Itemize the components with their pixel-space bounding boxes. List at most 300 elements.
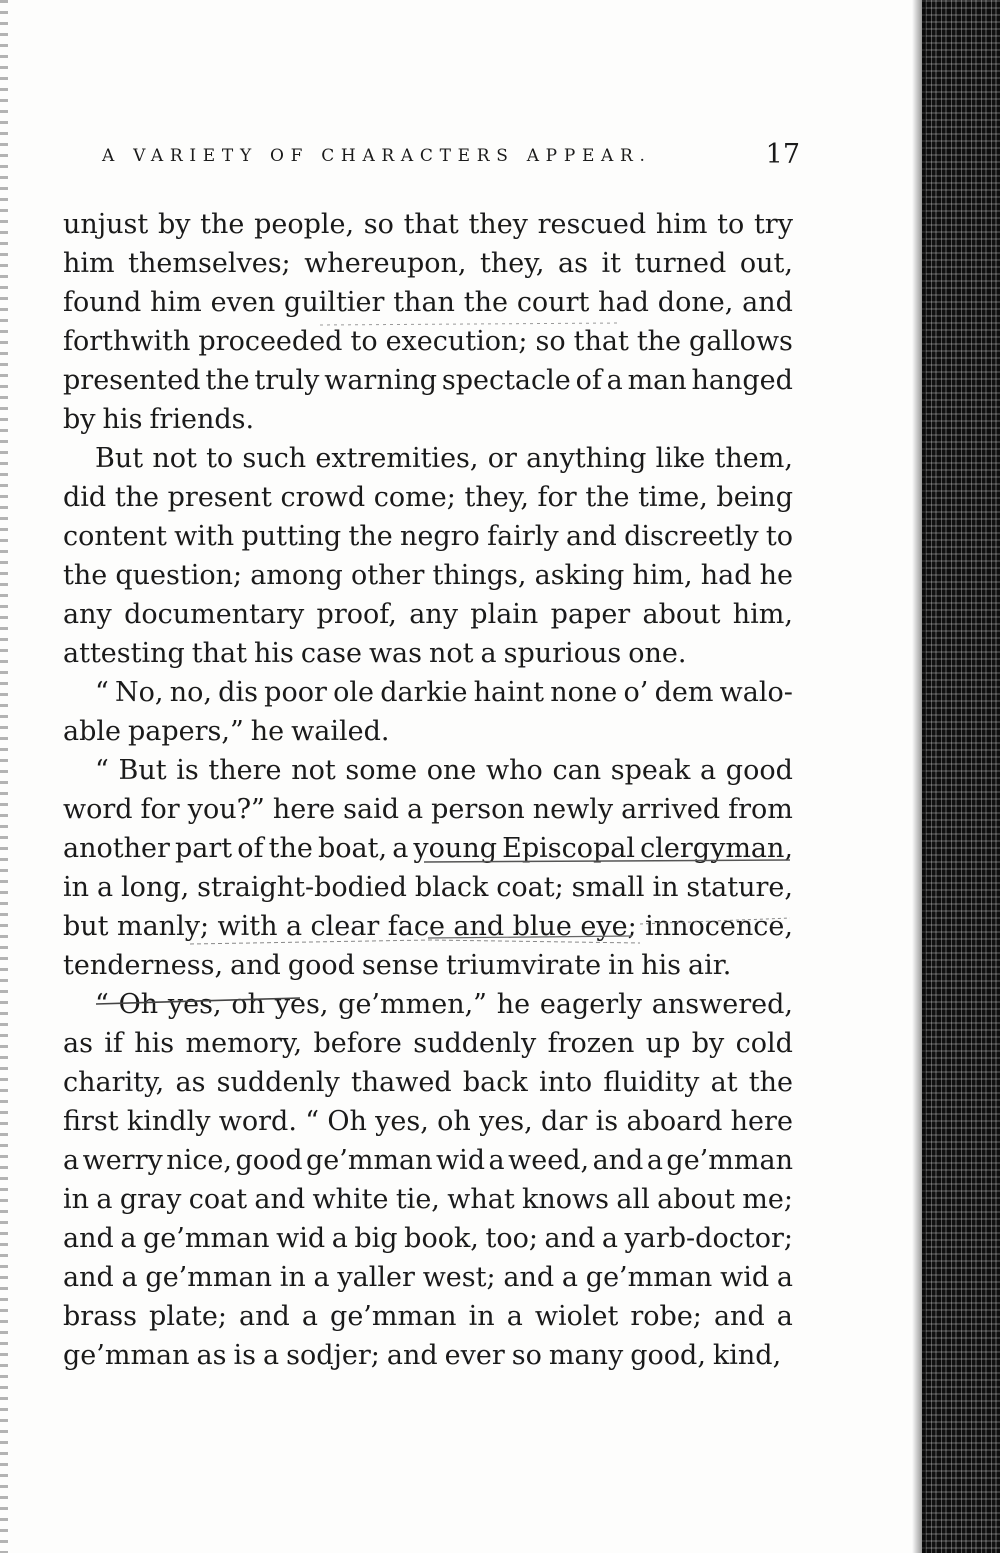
- word: done,: [657, 287, 734, 318]
- word: truly: [254, 365, 320, 396]
- word: a: [263, 1340, 280, 1371]
- word: a: [700, 755, 717, 786]
- word: of: [575, 365, 602, 396]
- word: “: [305, 1106, 320, 1137]
- word: a: [601, 1223, 618, 1254]
- word: tie,: [395, 1184, 440, 1215]
- word: darkie: [380, 677, 468, 708]
- word: eagerly: [539, 989, 643, 1020]
- word: o’: [623, 677, 649, 708]
- word: forthwith: [63, 326, 191, 357]
- word: no,: [169, 677, 212, 708]
- word: documentary: [124, 599, 305, 630]
- word: thawed: [350, 1067, 452, 1098]
- text-line: [63, 829, 793, 868]
- word: word: [63, 794, 133, 825]
- text-line: [63, 517, 793, 556]
- word: suddenly: [216, 1067, 340, 1098]
- word: in: [608, 950, 635, 981]
- word: a: [776, 1301, 793, 1332]
- word: by: [691, 1028, 725, 1059]
- word: sodjer;: [286, 1340, 380, 1371]
- word: they,: [479, 248, 545, 279]
- word: cold: [735, 1028, 793, 1059]
- word: and: [544, 1223, 596, 1254]
- word: aboard: [626, 1106, 723, 1137]
- word: dis: [218, 677, 258, 708]
- word: even: [210, 287, 276, 318]
- word: rescued: [537, 209, 647, 240]
- word: can: [552, 755, 602, 786]
- word: about: [642, 599, 721, 630]
- word: the: [748, 1067, 793, 1098]
- word: the: [63, 560, 108, 591]
- word: white: [312, 1184, 389, 1215]
- word: yaller: [337, 1262, 415, 1293]
- word: any: [409, 599, 458, 630]
- word: in: [652, 872, 679, 903]
- word: in: [63, 1184, 90, 1215]
- word: “: [95, 755, 109, 786]
- text-line: [63, 1219, 793, 1258]
- word: wiolet: [534, 1301, 619, 1332]
- running-head: A VARIETY OF CHARACTERS APPEAR.: [102, 146, 652, 166]
- word: ge’mman: [145, 1262, 272, 1293]
- word: things,: [432, 560, 527, 591]
- word: by: [63, 404, 96, 435]
- text-line: [63, 400, 793, 439]
- text-line: [63, 790, 793, 829]
- word: long,: [121, 872, 190, 903]
- word: clear: [310, 911, 380, 942]
- word: and: [63, 1223, 114, 1254]
- word: come;: [373, 482, 456, 513]
- word: about: [657, 1184, 735, 1215]
- word: so: [511, 1340, 542, 1371]
- word: ge’mman: [585, 1262, 713, 1293]
- word: yes,: [274, 989, 329, 1020]
- text-line: [63, 1102, 793, 1141]
- text-line: [63, 244, 793, 283]
- word: newly: [532, 794, 614, 825]
- word: themselves;: [128, 248, 291, 279]
- word: whereupon,: [304, 248, 467, 279]
- word: he: [496, 989, 531, 1020]
- word: and: [453, 911, 505, 942]
- word: a: [406, 794, 424, 825]
- word: execution;: [385, 326, 528, 357]
- word: hanged: [691, 365, 793, 396]
- text-line: [63, 634, 793, 673]
- word: you?”: [187, 794, 265, 825]
- text-line: [63, 595, 793, 634]
- word: into: [538, 1067, 593, 1098]
- word: found: [63, 287, 142, 318]
- word: boat,: [317, 833, 388, 864]
- text-line: [63, 1063, 793, 1102]
- word: with: [174, 521, 235, 552]
- word: the: [636, 326, 682, 357]
- word: for: [537, 482, 577, 513]
- text-line: [63, 439, 793, 478]
- word: time,: [638, 482, 708, 513]
- text-line: [63, 1258, 793, 1297]
- word: yes,: [375, 1106, 429, 1137]
- word: wid: [276, 1223, 326, 1254]
- word: gallows: [689, 326, 793, 357]
- word: person: [431, 794, 525, 825]
- word: all: [616, 1184, 650, 1215]
- word: proof,: [316, 599, 397, 630]
- word: is: [176, 755, 199, 786]
- text-line: [63, 907, 793, 946]
- word: papers,”: [128, 716, 244, 747]
- word: for: [140, 794, 180, 825]
- text-line: [63, 985, 793, 1024]
- text-line: [63, 205, 793, 244]
- word: wid: [720, 1262, 770, 1293]
- word: innocence,: [645, 911, 793, 942]
- word: a: [285, 911, 303, 942]
- word: what: [447, 1184, 515, 1215]
- word: good: [725, 755, 793, 786]
- word: in: [468, 1301, 495, 1332]
- word: Oh: [118, 989, 159, 1020]
- word: big: [354, 1223, 398, 1254]
- word: putting: [241, 521, 342, 552]
- word: the: [114, 482, 160, 513]
- word: proceeded: [198, 326, 343, 357]
- text-line: [63, 946, 793, 985]
- word: case: [300, 638, 362, 669]
- word: knows: [522, 1184, 609, 1215]
- word: did: [63, 482, 107, 513]
- word: his: [134, 1028, 175, 1059]
- word: who: [486, 755, 543, 786]
- word: brass: [63, 1301, 137, 1332]
- word: court: [516, 287, 590, 318]
- word: a: [63, 1145, 80, 1176]
- word: a: [301, 1301, 318, 1332]
- word: part: [175, 833, 233, 864]
- word: attesting: [63, 638, 185, 669]
- word: at: [710, 1067, 738, 1098]
- word: air.: [688, 950, 732, 981]
- text-line: [63, 751, 793, 790]
- word: another: [63, 833, 170, 864]
- word: and: [254, 1184, 306, 1215]
- word: some: [345, 755, 418, 786]
- word: ge’mman: [330, 1301, 457, 1332]
- text-line: [63, 673, 793, 712]
- word: ge’mmen,”: [338, 989, 487, 1020]
- word: that: [403, 209, 459, 240]
- word: ge’mman: [306, 1145, 433, 1176]
- word: and: [63, 1262, 114, 1293]
- word: said: [343, 794, 399, 825]
- word: poor: [264, 677, 327, 708]
- word: face: [387, 911, 445, 942]
- word: to: [350, 326, 378, 357]
- word: a: [96, 872, 114, 903]
- word: in: [63, 872, 90, 903]
- word: plate;: [149, 1301, 227, 1332]
- word: stature,: [686, 872, 793, 903]
- word: dar: [541, 1106, 588, 1137]
- word: nice,: [166, 1145, 232, 1176]
- word: a: [392, 833, 409, 864]
- text-line: [63, 1024, 793, 1063]
- word: from: [728, 794, 793, 825]
- word: able: [63, 716, 121, 747]
- word: oh: [231, 989, 265, 1020]
- word: a: [331, 1223, 348, 1254]
- word: asking: [534, 560, 625, 591]
- word: black: [414, 872, 489, 903]
- word: a: [506, 1301, 523, 1332]
- word: suddenly: [413, 1028, 537, 1059]
- word: charity,: [63, 1067, 165, 1098]
- word: and: [592, 1145, 644, 1176]
- word: gray: [119, 1184, 182, 1215]
- word: he: [759, 560, 793, 591]
- word: him,: [732, 599, 793, 630]
- word: none: [550, 677, 618, 708]
- text-line: [63, 1180, 793, 1219]
- word: here: [272, 794, 336, 825]
- word: plain: [470, 599, 539, 630]
- word: ge’mman: [143, 1223, 270, 1254]
- word: and: [386, 1340, 438, 1371]
- word: him,: [632, 560, 693, 591]
- text-line: [63, 361, 793, 400]
- page-number: 17: [765, 139, 800, 170]
- word: was: [368, 638, 423, 669]
- word: first: [63, 1106, 119, 1137]
- word: him: [150, 287, 202, 318]
- word: memory,: [185, 1028, 303, 1059]
- word: spectacle: [441, 365, 571, 396]
- word: and: [239, 1301, 290, 1332]
- text-line: [63, 1141, 793, 1180]
- word: had: [598, 287, 649, 318]
- text-line: [63, 322, 793, 361]
- word: in: [279, 1262, 306, 1293]
- word: is: [595, 1106, 619, 1137]
- word: his: [102, 404, 143, 435]
- word: paper: [550, 599, 631, 630]
- word: werry: [82, 1145, 163, 1176]
- word: one.: [628, 638, 687, 669]
- word: guiltier: [284, 287, 385, 318]
- word: as: [196, 1340, 227, 1371]
- word: but: [63, 911, 109, 942]
- word: a: [96, 1184, 113, 1215]
- word: had: [700, 560, 752, 591]
- body-text: [63, 205, 793, 1375]
- word: dem: [654, 677, 714, 708]
- word: not: [429, 638, 474, 669]
- word: tenderness,: [63, 950, 224, 981]
- word: eye;: [580, 911, 637, 942]
- word: a: [561, 1262, 579, 1293]
- word: coat: [188, 1184, 248, 1215]
- word: of: [237, 833, 264, 864]
- word: triumvirate: [445, 950, 602, 981]
- word: discreetly: [624, 521, 759, 552]
- word: fluidity: [603, 1067, 700, 1098]
- word: the: [268, 833, 313, 864]
- word: No,: [115, 677, 164, 708]
- word: “: [95, 677, 109, 708]
- word: or: [487, 443, 517, 474]
- word: a: [480, 638, 497, 669]
- word: spurious: [503, 638, 622, 669]
- word: unjust: [63, 209, 149, 240]
- word: coat;: [496, 872, 564, 903]
- word: too;: [485, 1223, 538, 1254]
- word: present: [167, 482, 272, 513]
- word: the: [463, 287, 508, 318]
- word: a: [120, 1223, 137, 1254]
- word: book,: [404, 1223, 479, 1254]
- word: the: [585, 482, 630, 513]
- word: question;: [115, 560, 243, 591]
- word: any: [63, 599, 112, 630]
- word: ge’mman: [666, 1145, 793, 1176]
- word: if: [104, 1028, 123, 1059]
- word: they: [468, 209, 528, 240]
- word: oh: [437, 1106, 471, 1137]
- word: kindly: [126, 1106, 211, 1137]
- word: yes,: [167, 989, 222, 1020]
- word: crowd: [280, 482, 366, 513]
- word: good: [235, 1145, 303, 1176]
- word: yarb-doctor;: [624, 1223, 793, 1254]
- word: clergyman,: [640, 833, 793, 864]
- word: frozen: [547, 1028, 635, 1059]
- word: that: [191, 638, 247, 669]
- word: as: [557, 248, 588, 279]
- word: good,: [630, 1340, 706, 1371]
- word: fairly: [487, 521, 559, 552]
- word: haint: [473, 677, 545, 708]
- word: ge’mman: [63, 1340, 190, 1371]
- word: a: [646, 1145, 663, 1176]
- word: many: [548, 1340, 624, 1371]
- word: arrived: [621, 794, 721, 825]
- word: as: [63, 1028, 93, 1059]
- word: a: [121, 1262, 138, 1293]
- word: walo-: [719, 677, 793, 708]
- word: weed,: [508, 1145, 590, 1176]
- word: answered,: [651, 989, 793, 1020]
- word: straight-bodied: [197, 872, 407, 903]
- word: a: [488, 1145, 505, 1176]
- word: there: [208, 755, 282, 786]
- word: negro: [400, 521, 480, 552]
- word: the: [348, 521, 393, 552]
- text-line: [63, 712, 793, 751]
- word: with: [217, 911, 278, 942]
- word: man: [627, 365, 687, 396]
- word: manly;: [116, 911, 210, 942]
- word: out,: [739, 248, 793, 279]
- word: is: [233, 1340, 256, 1371]
- word: wid: [436, 1145, 486, 1176]
- word: as: [175, 1067, 206, 1098]
- word: robe;: [630, 1301, 702, 1332]
- word: it: [601, 248, 621, 279]
- word: not: [152, 443, 197, 474]
- word: before: [313, 1028, 402, 1059]
- word: good: [287, 950, 355, 981]
- page-header: [102, 139, 802, 177]
- word: so: [363, 209, 394, 240]
- word: presented: [63, 365, 201, 396]
- word: Episcopal: [502, 833, 636, 864]
- word: he: [250, 716, 285, 747]
- word: speak: [610, 755, 691, 786]
- word: extremities,: [315, 443, 479, 474]
- word: But: [95, 443, 144, 474]
- word: so: [535, 326, 566, 357]
- word: and: [503, 1262, 555, 1293]
- word: and: [565, 521, 617, 552]
- word: small: [571, 872, 645, 903]
- word: people,: [254, 209, 355, 240]
- text-line: [63, 478, 793, 517]
- word: young: [413, 833, 497, 864]
- word: to: [717, 209, 745, 240]
- word: to: [765, 521, 793, 552]
- word: such: [242, 443, 307, 474]
- word: and: [230, 950, 281, 981]
- word: his: [641, 950, 682, 981]
- word: here: [730, 1106, 793, 1137]
- text-line: [63, 556, 793, 595]
- word: the: [205, 365, 250, 396]
- word: like: [655, 443, 706, 474]
- word: warning: [324, 365, 438, 396]
- word: turned: [634, 248, 727, 279]
- word: “: [95, 989, 109, 1020]
- word: him: [655, 209, 708, 240]
- word: kind,: [712, 1340, 782, 1371]
- text-line: [63, 1336, 793, 1375]
- word: friends.: [149, 404, 255, 435]
- word: But: [118, 755, 167, 786]
- word: yes,: [479, 1106, 533, 1137]
- text-line: [63, 283, 793, 322]
- word: a: [606, 365, 623, 396]
- word: other: [350, 560, 425, 591]
- text-line: [63, 1297, 793, 1336]
- word: ever: [444, 1340, 505, 1371]
- word: a: [776, 1262, 793, 1293]
- word: ole: [333, 677, 374, 708]
- word: wailed.: [291, 716, 390, 747]
- word: back: [462, 1067, 528, 1098]
- word: to: [206, 443, 234, 474]
- word: one: [426, 755, 477, 786]
- word: content: [63, 521, 167, 552]
- word: and: [742, 287, 793, 318]
- word: up: [645, 1028, 681, 1059]
- word: his: [253, 638, 294, 669]
- word: word.: [218, 1106, 297, 1137]
- word: a: [313, 1262, 330, 1293]
